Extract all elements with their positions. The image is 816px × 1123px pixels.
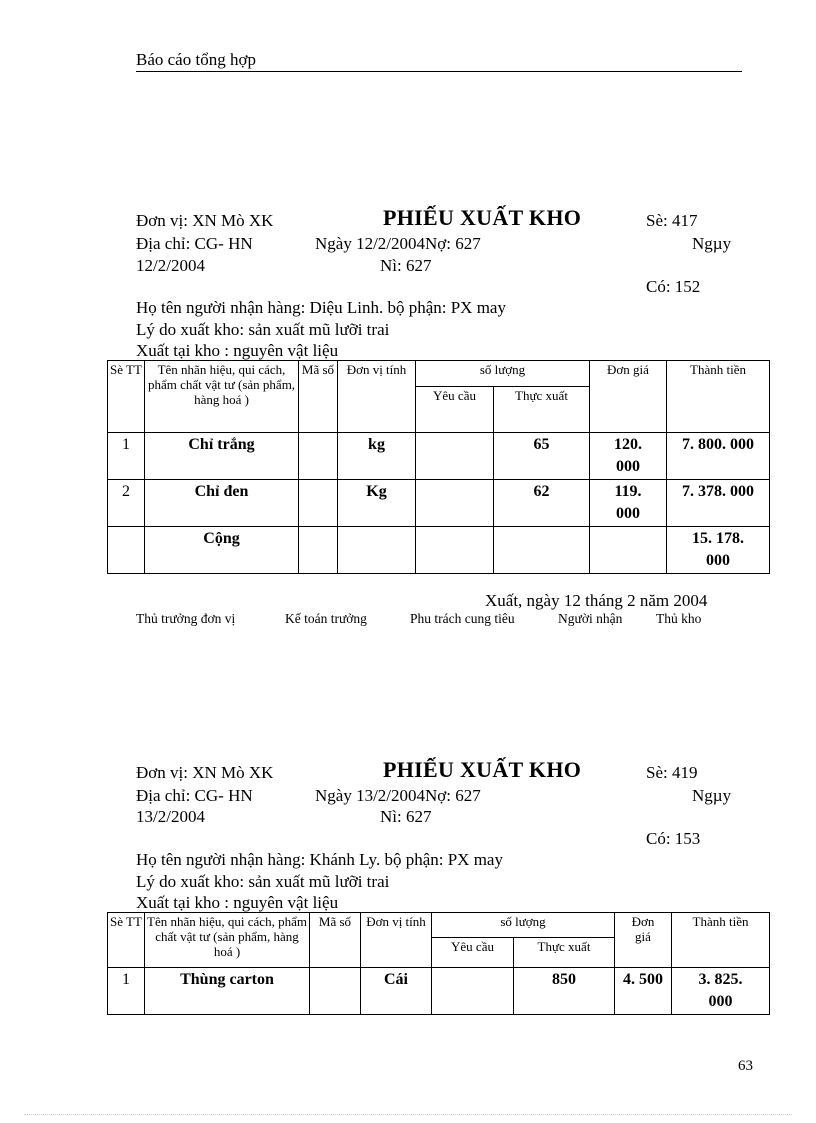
table-row: [108, 968, 770, 1015]
sign-receiver: Người nhận: [558, 611, 623, 626]
cell-actual: 65: [494, 433, 590, 480]
col-actual: Thực xuất: [494, 387, 590, 433]
total-amount: 15. 178. 000: [667, 527, 770, 574]
cell-price: 119. 000: [590, 480, 667, 527]
receiver-line: Họ tên người nhận hàng: Khánh Ly. bộ phận: PX may: [136, 850, 503, 869]
sign-supply: Phu trách cung tiêu: [410, 611, 515, 626]
cell-actual: 850: [514, 968, 615, 1015]
credit-account: Có: 153: [646, 829, 701, 848]
col-actual: Thực xuất: [514, 938, 615, 968]
col-unit: Đơn vị tính: [338, 361, 416, 433]
col-name: Tên nhãn hiệu, qui cách, phẩm chất vật tư (sản phẩm, hàng hoá ): [145, 913, 310, 968]
page-number: 63: [738, 1058, 753, 1074]
debit-account: Nì: 627: [380, 807, 432, 826]
cell-code: [310, 968, 361, 1015]
voucher-number: Sè: 417: [646, 211, 698, 230]
col-price: Đơn giá: [615, 913, 672, 968]
total-label: Cộng: [145, 527, 299, 574]
date-value: 12/2/2004: [136, 256, 205, 275]
date-value: 13/2/2004: [136, 807, 205, 826]
cell-unit: Cái: [361, 968, 432, 1015]
cell-name: Chỉ đen: [145, 480, 299, 527]
unit-label: Đơn vị: XN Mò XK: [136, 763, 274, 782]
cell-name: Thùng carton: [145, 968, 310, 1015]
cell-stt: 2: [108, 480, 145, 527]
items-table: [107, 912, 770, 1015]
cell-stt: 1: [108, 968, 145, 1015]
unit-label: Đơn vị: XN Mò XK: [136, 211, 274, 230]
issue-date-line: Xuất, ngày 12 tháng 2 năm 2004: [485, 591, 708, 610]
cell-stt: 1: [108, 433, 145, 480]
cell-unit: Kg: [338, 480, 416, 527]
col-name: Tên nhãn hiệu, qui cách, phẩm chất vật tư (sản phẩm, hàng hoá ): [145, 361, 299, 433]
col-amount: Thành tiền: [667, 361, 770, 433]
col-code: Mã số: [310, 913, 361, 968]
ngay-label: Ngµy: [692, 234, 732, 253]
cell-requested: [416, 480, 494, 527]
voucher-title: PHIẾU XUẤT KHO: [383, 205, 582, 230]
cell-unit: kg: [338, 433, 416, 480]
col-quantity: số lượng: [416, 361, 590, 387]
col-stt: Sè TT: [108, 913, 145, 968]
col-unit: Đơn vị tính: [361, 913, 432, 968]
sign-storekeeper: Thủ kho: [656, 611, 702, 626]
cell-code: [299, 433, 338, 480]
table-row: [108, 433, 770, 480]
cell-actual: 62: [494, 480, 590, 527]
items-table: [107, 360, 770, 574]
address-label: Địa chỉ: CG- HN: [136, 786, 253, 805]
sign-chief-accountant: Kế toán trưởng: [285, 611, 367, 626]
col-code: Mã số: [299, 361, 338, 433]
cell-price: 4. 500: [615, 968, 672, 1015]
date-debit: Ngày 12/2/2004Nợ: 627: [315, 234, 481, 253]
col-amount: Thành tiền: [672, 913, 770, 968]
credit-account: Có: 152: [646, 277, 701, 296]
cell-amount: 7. 800. 000: [667, 433, 770, 480]
voucher-title: PHIẾU XUẤT KHO: [383, 757, 582, 782]
debit-account: Nì: 627: [380, 256, 432, 275]
table-row: [108, 480, 770, 527]
running-header: Báo cáo tổng hợp: [136, 50, 256, 69]
cell-name: Chỉ trắng: [145, 433, 299, 480]
reason-line: Lý do xuất kho: sản xuất mũ lưỡi trai: [136, 320, 390, 339]
warehouse-line: Xuất tại kho : nguyên vật liệu: [136, 341, 339, 360]
date-debit: Ngày 13/2/2004Nợ: 627: [315, 786, 481, 805]
page-bottom-border: [24, 1114, 792, 1115]
col-stt: Sè TT: [108, 361, 145, 433]
sign-director: Thủ trưởng đơn vị: [136, 611, 236, 626]
warehouse-line: Xuất tại kho : nguyên vật liệu: [136, 893, 339, 912]
cell-price: 120. 000: [590, 433, 667, 480]
total-row: [108, 527, 770, 574]
ngay-label: Ngµy: [692, 786, 732, 805]
header-rule: [136, 71, 742, 72]
cell-requested: [432, 968, 514, 1015]
col-requested: Yêu cầu: [432, 938, 514, 968]
address-label: Địa chỉ: CG- HN: [136, 234, 253, 253]
voucher-number: Sè: 419: [646, 763, 698, 782]
col-quantity: số lượng: [432, 913, 615, 938]
col-price: Đơn giá: [590, 361, 667, 433]
receiver-line: Họ tên người nhận hàng: Diệu Linh. bộ phận: PX may: [136, 298, 506, 317]
reason-line: Lý do xuất kho: sản xuất mũ lưỡi trai: [136, 872, 390, 891]
cell-requested: [416, 433, 494, 480]
cell-amount: 7. 378. 000: [667, 480, 770, 527]
col-requested: Yêu cầu: [416, 387, 494, 433]
cell-code: [299, 480, 338, 527]
cell-amount: 3. 825. 000: [672, 968, 770, 1015]
